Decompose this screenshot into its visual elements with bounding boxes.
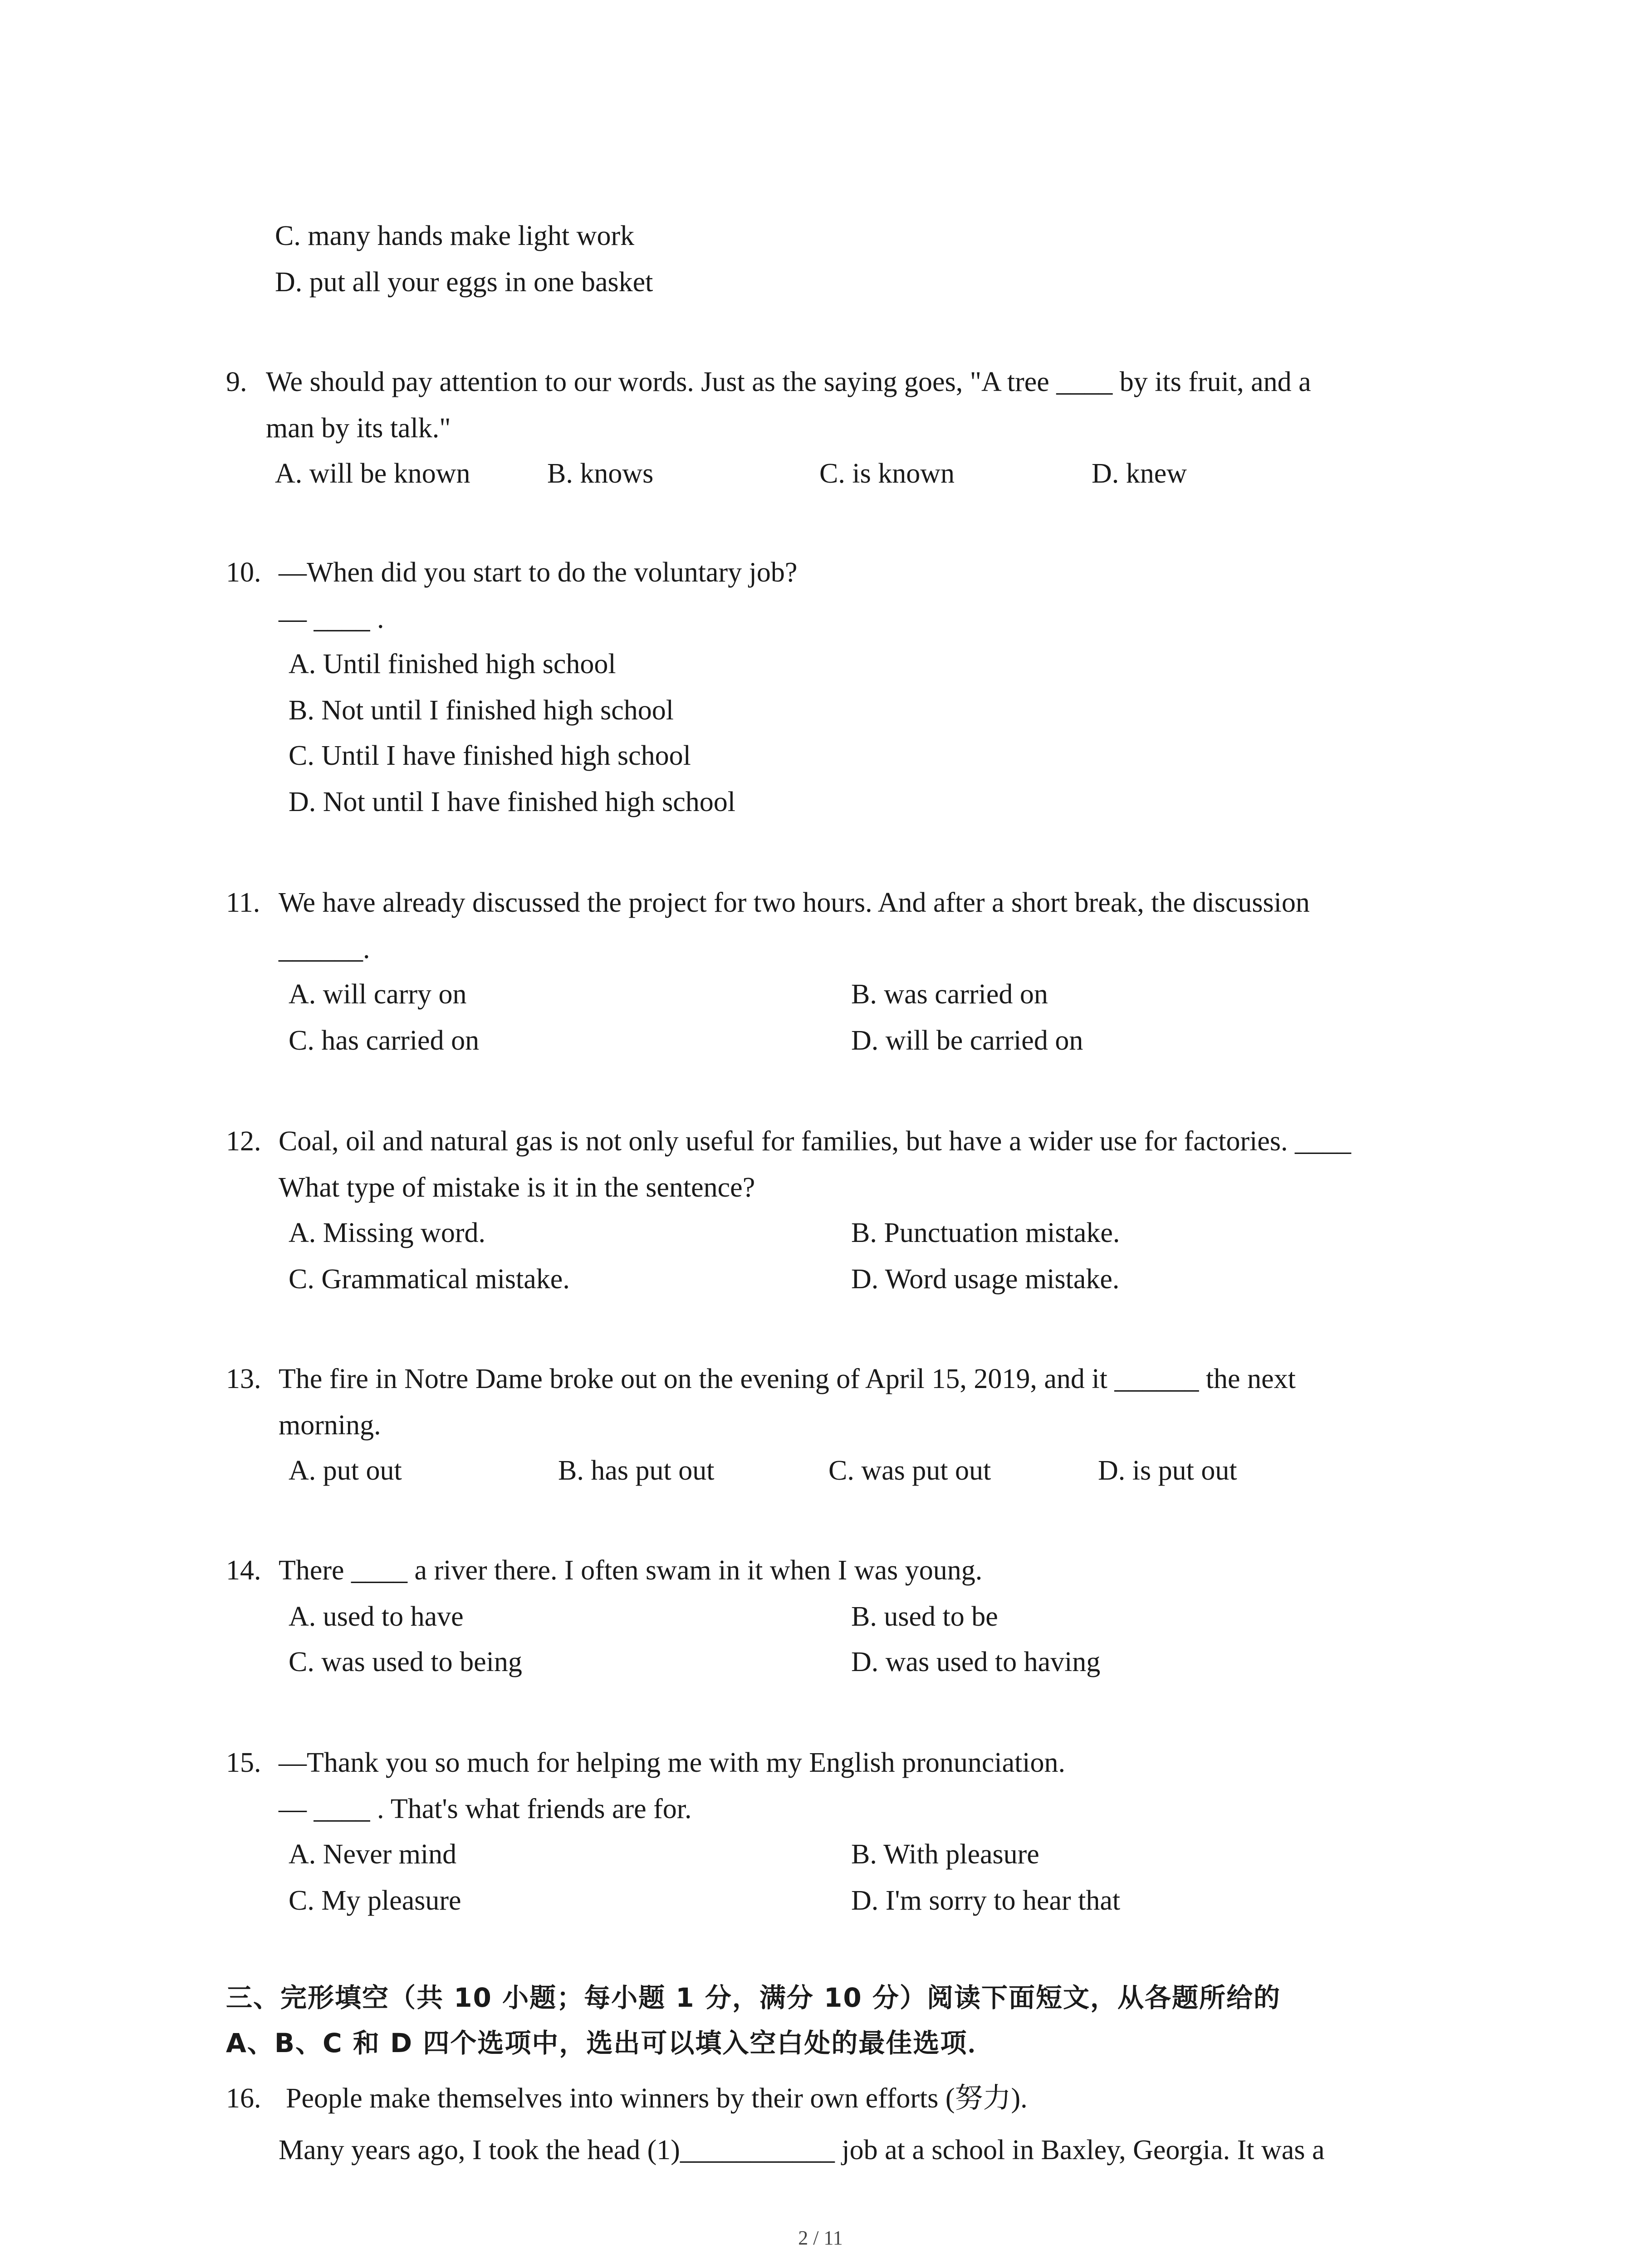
option-c: C. was used to being (289, 1647, 522, 1677)
option-a: A. used to have (289, 1601, 464, 1632)
option-a: A. will carry on (289, 979, 467, 1010)
option-a: A. put out (289, 1455, 402, 1486)
option-d: D. will be carried on (851, 1025, 1083, 1056)
option-d: D. Not until I have finished high school (289, 787, 735, 817)
option-c: C. is known (819, 458, 955, 489)
question-stem-line-2: — ____ . That's what friends are for. (279, 1794, 692, 1824)
q8-option-d: D. put all your eggs in one basket (275, 267, 653, 298)
question-stem-line-2: morning. (279, 1410, 381, 1441)
question-number: 9. (226, 367, 247, 397)
option-a: A. will be known (275, 458, 470, 489)
question-stem-line-2: man by its talk." (266, 413, 451, 444)
question-number: 14. (226, 1555, 261, 1586)
option-c: C. has carried on (289, 1025, 480, 1056)
question-number: 11. (226, 887, 260, 918)
question-stem-line-1: We should pay attention to our words. Just as the saying goes, "A tree ____ by its fruit, and a (266, 367, 1311, 397)
question-stem-line-2: — ____ . (279, 603, 384, 634)
question-number: 13. (226, 1364, 261, 1394)
question-stem-line-1: Coal, oil and natural gas is not only useful for families, but have a wider use for factories. ____ (279, 1126, 1351, 1157)
option-a: A. Never mind (289, 1839, 457, 1870)
option-d: D. knew (1092, 458, 1187, 489)
question-number: 15. (226, 1747, 261, 1778)
option-d: D. was used to having (851, 1647, 1101, 1677)
question-stem-line-2: ______. (279, 934, 370, 964)
page-number: 2 / 11 (798, 2227, 843, 2249)
option-a: A. Missing word. (289, 1217, 486, 1248)
question-stem-line-1: —When did you start to do the voluntary job? (279, 557, 798, 588)
option-b: B. Not until I finished high school (289, 695, 674, 726)
option-d: D. Word usage mistake. (851, 1264, 1120, 1295)
question-number: 10. (226, 557, 261, 588)
option-b: B. With pleasure (851, 1839, 1039, 1870)
option-d: D. I'm sorry to hear that (851, 1885, 1121, 1916)
option-b: B. used to be (851, 1601, 998, 1632)
question-stem-line-1: —Thank you so much for helping me with my English pronunciation. (279, 1747, 1066, 1778)
option-d: D. is put out (1098, 1455, 1237, 1486)
option-b: B. has put out (558, 1455, 715, 1486)
question-number: 12. (226, 1126, 261, 1157)
option-c: C. Until I have finished high school (289, 740, 691, 771)
option-c: C. was put out (828, 1455, 991, 1486)
q8-option-c: C. many hands make light work (275, 220, 635, 251)
option-c: C. My pleasure (289, 1885, 461, 1916)
question-number: 16. (226, 2083, 261, 2114)
section-heading-line-1: 三、完形填空（共 10 小题；每小题 1 分，满分 10 分）阅读下面短文，从各题所给的 (226, 1982, 1281, 2013)
question-stem-line-1: There ____ a river there. I often swam in it when I was young. (279, 1555, 983, 1586)
question-stem-line-1: We have already discussed the project for two hours. And after a short break, the discussion (279, 887, 1310, 918)
passage-title-line: People make themselves into winners by their own efforts (努力). (286, 2083, 1028, 2114)
option-a: A. Until finished high school (289, 649, 616, 679)
section-heading-line-2: A、B、C 和 D 四个选项中，选出可以填入空白处的最佳选项． (226, 2028, 995, 2058)
option-c: C. Grammatical mistake. (289, 1264, 570, 1295)
question-stem-line-1: The fire in Notre Dame broke out on the evening of April 15, 2019, and it ______ the next (279, 1364, 1296, 1394)
option-b: B. knows (547, 458, 654, 489)
passage-line-1: Many years ago, I took the head (1)___________ job at a school in Baxley, Georgia. It was a (279, 2135, 1325, 2165)
option-b: B. Punctuation mistake. (851, 1217, 1120, 1248)
question-stem-line-2: What type of mistake is it in the sentence? (279, 1172, 755, 1203)
option-b: B. was carried on (851, 979, 1048, 1010)
